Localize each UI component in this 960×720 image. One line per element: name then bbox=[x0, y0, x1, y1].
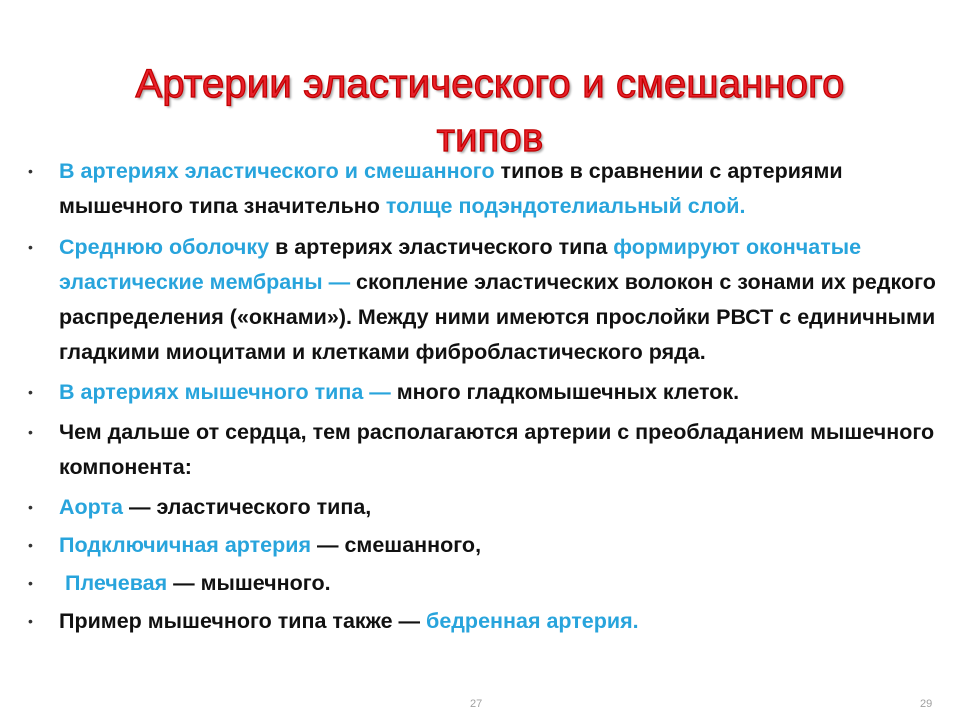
bullet-icon: • bbox=[28, 384, 33, 400]
bullet-item bbox=[28, 154, 948, 224]
bullet-icon: • bbox=[28, 239, 33, 255]
plain-text: Чем дальше от сердца, тем располагаются артерии с преобладанием мышечного компонента: bbox=[59, 420, 935, 479]
slide-title-line-1: Артерии эластического и смешанного bbox=[135, 61, 845, 106]
bullet-icon: • bbox=[28, 575, 33, 591]
bullet-list bbox=[28, 154, 948, 644]
highlight-text: бедренная артерия. bbox=[426, 609, 639, 633]
bullet-text bbox=[59, 571, 331, 595]
bullet-icon: • bbox=[28, 499, 33, 515]
bullet-item bbox=[28, 415, 948, 485]
highlight-text: В артериях эластического и смешанного bbox=[59, 159, 495, 183]
page-number: 29 bbox=[920, 698, 933, 710]
bullet-text bbox=[59, 495, 371, 519]
bullet-icon: • bbox=[28, 424, 33, 440]
page-number: 27 bbox=[470, 698, 483, 710]
plain-text: — мышечного. bbox=[167, 571, 331, 595]
bullet-text bbox=[59, 533, 481, 557]
highlight-text: формируют окончатые эластические мембраны — bbox=[59, 235, 862, 294]
plain-text: скопление эластических волокон с зонами их редкого распределения («окнами»). Между ними имеются прослойки РВСТ с единичными гладкими миоцитами и клетками фибробластического ряда. bbox=[59, 270, 936, 364]
bullet-item bbox=[28, 375, 948, 410]
plain-text: много гладкомышечных клеток. bbox=[390, 380, 740, 404]
bullet-text bbox=[59, 235, 936, 364]
bullet-text bbox=[59, 609, 639, 633]
slide-title bbox=[60, 57, 920, 165]
bullet-text bbox=[59, 159, 843, 218]
slide-title-line-2: типов bbox=[436, 115, 544, 160]
bullet-item bbox=[28, 230, 948, 370]
highlight-text: В артериях мышечного типа — bbox=[59, 380, 391, 404]
plain-text: — смешанного, bbox=[311, 533, 482, 557]
highlight-text: Аорта bbox=[59, 495, 123, 519]
bullet-text bbox=[59, 380, 739, 404]
highlight-text: Плечевая bbox=[65, 571, 168, 595]
plain-text: типов в сравнении с артериями мышечного типа значительно bbox=[59, 159, 843, 218]
bullet-item bbox=[28, 604, 948, 639]
bullet-item bbox=[28, 490, 948, 525]
highlight-text: толще подэндотелиальный слой. bbox=[385, 194, 746, 218]
bullet-icon: • bbox=[28, 537, 33, 553]
plain-text: — эластического типа, bbox=[123, 495, 372, 519]
highlight-text: Среднюю оболочку bbox=[59, 235, 270, 259]
bullet-icon: • bbox=[28, 613, 33, 629]
plain-text: Пример мышечного типа также — bbox=[59, 609, 427, 633]
bullet-item bbox=[28, 566, 948, 601]
bullet-icon: • bbox=[28, 163, 33, 179]
highlight-text: Подключичная артерия bbox=[59, 533, 312, 557]
bullet-text bbox=[59, 420, 934, 479]
plain-text: в артериях эластического типа bbox=[269, 235, 614, 259]
bullet-item bbox=[28, 528, 948, 563]
